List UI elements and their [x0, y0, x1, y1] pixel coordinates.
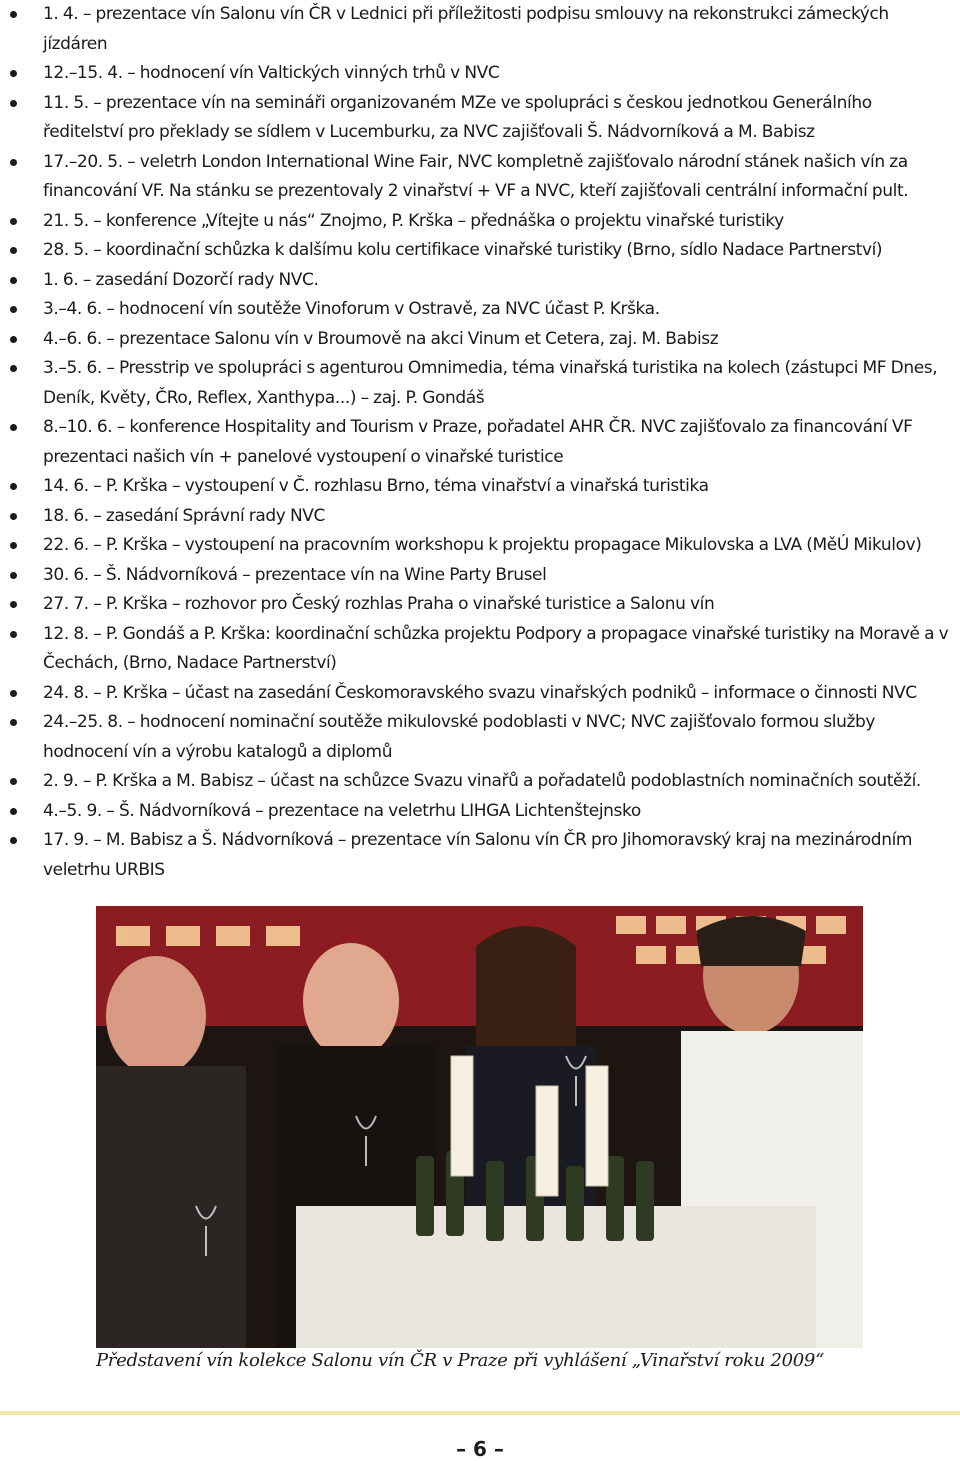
event-item: 3.–4. 6. – hodnocení vín soutěže Vinoforum v Ostravě, za NVC účast P. Krška.	[0, 295, 960, 325]
event-item: 11. 5. – prezentace vín na semináři organizovaném MZe ve spolupráci s českou jednotkou Generálního ředitelství pro překlady se sídlem v Lucemburku, za NVC zajišťovali Š. Nádvorníková a M. Babisz	[0, 89, 960, 148]
event-item: 12.–15. 4. – hodnocení vín Valtických vinných trhů v NVC	[0, 59, 960, 89]
event-item: 24.–25. 8. – hodnocení nominační soutěže mikulovské podoblasti v NVC; NVC zajišťovalo formou služby hodnocení vín a výrobu katalogů a diplomů	[0, 708, 960, 767]
event-item: 4.–5. 9. – Š. Nádvorníková – prezentace na veletrhu LIHGA Lichtenštejnsko	[0, 797, 960, 827]
event-item: 27. 7. – P. Krška – rozhovor pro Český rozhlas Praha o vinařské turistice a Salonu vín	[0, 590, 960, 620]
event-item: 1. 4. – prezentace vín Salonu vín ČR v Lednici při příležitosti podpisu smlouvy na rekonstrukci zámeckých jízdáren	[0, 0, 960, 59]
page-number: – 6 –	[456, 1437, 504, 1461]
footer-rule	[0, 1411, 960, 1415]
event-item: 12. 8. – P. Gondáš a P. Krška: koordinační schůzka projektu Podpory a propagace vinařské turistiky na Moravě a v Čechách, (Brno, Nadace Partnerství)	[0, 620, 960, 679]
wine-tasting-illustration	[96, 906, 863, 1348]
event-item: 21. 5. – konference „Vítejte u nás“ Znojmo, P. Krška – přednáška o projektu vinařské turistiky	[0, 207, 960, 237]
event-item: 28. 5. – koordinační schůzka k dalšímu kolu certifikace vinařské turistiky (Brno, sídlo Nadace Partnerství)	[0, 236, 960, 266]
event-item: 18. 6. – zasedání Správní rady NVC	[0, 502, 960, 532]
event-item: 17.–20. 5. – veletrh London International Wine Fair, NVC kompletně zajišťovalo národní stánek našich vín za financování VF. Na stánku se prezentovaly 2 vinařství + VF a NVC, kteří zajišťovali centrální informační pult.	[0, 148, 960, 207]
event-item: 1. 6. – zasedání Dozorčí rady NVC.	[0, 266, 960, 296]
photo-caption: Představení vín kolekce Salonu vín ČR v Praze při vyhlášení „Vinařství roku 2009“	[96, 1350, 824, 1371]
tasting-table	[296, 1206, 816, 1348]
event-item: 30. 6. – Š. Nádvorníková – prezentace vín na Wine Party Brusel	[0, 561, 960, 591]
event-item: 17. 9. – M. Babisz a Š. Nádvorníková – prezentace vín Salonu vín ČR pro Jihomoravský kraj na mezinárodním veletrhu URBIS	[0, 826, 960, 885]
event-item: 22. 6. – P. Krška – vystoupení na pracovním workshopu k projektu propagace Mikulovska a LVA (MěÚ Mikulov)	[0, 531, 960, 561]
wine-tasting-photo	[96, 906, 863, 1348]
event-item: 4.–6. 6. – prezentace Salonu vín v Broumově na akci Vinum et Cetera, zaj. M. Babisz	[0, 325, 960, 355]
event-item: 3.–5. 6. – Presstrip ve spolupráci s agenturou Omnimedia, téma vinařská turistika na kolech (zástupci MF Dnes, Deník, Květy, ČRo, Reflex, Xanthypa...) – zaj. P. Gondáš	[0, 354, 960, 413]
event-item: 14. 6. – P. Krška – vystoupení v Č. rozhlasu Brno, téma vinařství a vinařská turistika	[0, 472, 960, 502]
event-item: 24. 8. – P. Krška – účast na zasedání Českomoravského svazu vinařských podniků – informace o činnosti NVC	[0, 679, 960, 709]
event-item: 8.–10. 6. – konference Hospitality and Tourism v Praze, pořadatel AHR ČR. NVC zajišťovalo za financování VF prezentaci našich vín + panelové vystoupení o vinařské turistice	[0, 413, 960, 472]
event-item: 2. 9. – P. Krška a M. Babisz – účast na schůzce Svazu vinařů a pořadatelů podoblastních nominačních soutěží.	[0, 767, 960, 797]
